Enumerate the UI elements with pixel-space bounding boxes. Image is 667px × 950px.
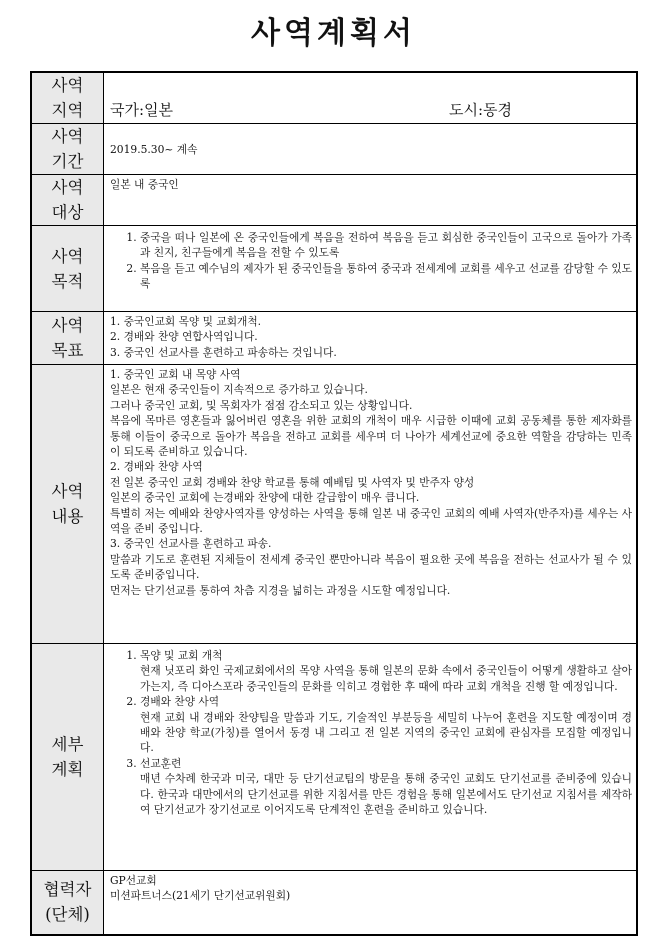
label-purpose <box>31 226 104 312</box>
label-goal <box>31 312 104 365</box>
country-value: 국가:일본 <box>110 101 174 119</box>
plan-table <box>30 71 638 936</box>
goal-item: 3. 중국인 선교사를 훈련하고 파송하는 것입니다. <box>110 345 337 359</box>
label-line: 사역 <box>51 178 84 197</box>
target-value <box>104 175 638 226</box>
row-content <box>31 365 637 644</box>
row-target <box>31 175 637 226</box>
document-title: 사역계획서 <box>251 16 416 51</box>
goal-item: 2. 경배와 찬양 연합사역입니다. <box>110 330 258 344</box>
purpose-item: 2. 복음을 듣고 예수님의 제자가 된 중국인들을 통하여 중국과 전세계에 교회를 세우고 선교를 감당할 수 있도록 <box>140 261 632 292</box>
detail-heading: 2. 경배와 찬양 사역 <box>140 695 220 709</box>
content-paragraph: 복음에 목마른 영혼들과 잃어버린 영혼을 위한 교회의 개척이 매우 시급한 이때에 교회 공동체를 통한 제자화를 통해 이들이 중국으로 돌아가 복음을 전하고 교회를 세우며 더 나아가 세계선교에 중요한 역할을 감당하는 민족이 되도록 준비하고 있습니다. <box>110 414 632 459</box>
goal-item: 1. 중국인교회 목양 및 교회개척. <box>110 315 262 328</box>
content-paragraph: 일본의 중국인 교회에 는경배와 찬양에 대한 갈급함이 매우 큽니다. <box>110 491 420 505</box>
detail-heading: 1. 목양 및 교회 개척 <box>140 649 223 662</box>
content-value <box>104 365 638 644</box>
label-target <box>31 175 104 226</box>
detail-item <box>140 648 632 694</box>
detail-text: 매년 수차례 한국과 미국, 대만 등 단기선교팀의 방문을 통해 중국인 교회도 단기선교를 준비중에 있습니다. 한국과 대만에서의 단기선교를 위한 지침서를 만든 경험을 통해 일본에서도 단기선교 지침서를 제작하여 단기선교가 장기선교로 이어지도록 단계적인 훈련을 준비하고 있습니다. <box>140 772 632 817</box>
label-region <box>31 72 104 124</box>
content-paragraph: 일본은 현재 중국인들이 지속적으로 증가하고 있습니다. <box>110 383 368 397</box>
detail-list <box>110 648 632 817</box>
row-partner <box>31 871 637 935</box>
row-region <box>31 72 637 124</box>
label-line: 사역 <box>51 482 84 501</box>
partner-item: GP선교회 <box>110 874 157 887</box>
label-line: (단체) <box>45 905 90 925</box>
detail-heading: 3. 선교훈련 <box>140 756 182 770</box>
label-line: 대상 <box>51 203 84 222</box>
label-line: 내용 <box>51 507 84 526</box>
region-value <box>104 72 638 124</box>
content-heading-2: 2. 경배와 찬양 사역 <box>110 460 203 474</box>
row-detail <box>31 644 637 871</box>
content-paragraph: 전 일본 중국인 교회 경배와 찬양 학교를 통해 예배팀 및 사역자 및 반주자 양성 <box>110 475 475 489</box>
detail-item <box>140 694 632 756</box>
content-paragraph: 말씀과 기도로 훈련된 지체들이 전세계 중국인 뿐만아니라 복음이 필요한 곳에 복음을 전하는 선교사가 될 수 있도록 준비중입니다. <box>110 552 632 582</box>
partner-value <box>104 871 638 935</box>
row-period <box>31 124 637 175</box>
label-line: 사역 <box>51 316 84 335</box>
row-purpose <box>31 226 637 312</box>
label-line: 기간 <box>51 152 84 171</box>
label-line: 사역 <box>51 246 84 266</box>
purpose-value <box>104 226 638 312</box>
goal-value <box>104 312 638 365</box>
content-paragraph: 먼저는 단기선교를 통하여 차츰 지경을 넓히는 과정을 시도할 예정입니다. <box>110 583 451 597</box>
label-detail <box>31 644 104 871</box>
detail-value <box>104 644 638 871</box>
city-value: 도시:동경 <box>448 101 512 119</box>
label-period <box>31 124 104 175</box>
label-line: 계획 <box>51 760 84 779</box>
label-line: 세부 <box>51 735 84 754</box>
period-value <box>104 124 638 175</box>
content-heading-1: 1. 중국인 교회 내 목양 사역 <box>110 368 241 381</box>
label-line: 사역 <box>51 76 84 95</box>
detail-text: 현재 닛포리 화인 국제교회에서의 목양 사역을 통해 일본의 문화 속에서 중국인들이 어떻게 생활하고 살아가는지, 즉 디아스포라 중국인들의 문화를 익히고 경험한 후 때에 따라 교회 개척을 진행 할 예정입니다. <box>140 664 632 693</box>
content-paragraph: 그러나 중국인 교회, 및 목회자가 점점 감소되고 있는 상황입니다. <box>110 398 413 412</box>
detail-item <box>140 756 632 818</box>
period-text: 2019.5.30~ 계속 <box>110 142 198 156</box>
label-line: 협력자 <box>43 880 92 900</box>
target-text: 일본 내 중국인 <box>110 178 179 191</box>
row-goal <box>31 312 637 365</box>
content-heading-3: 3. 중국인 선교사를 훈련하고 파송. <box>110 537 272 551</box>
label-line: 목적 <box>51 271 84 291</box>
purpose-item: 1. 중국을 떠나 일본에 온 중국인들에게 복음을 전하여 복음을 듣고 회심한 중국인들이 고국으로 돌아가 가족과 친지, 친구들에게 복음을 전할 수 있도록 <box>140 230 632 261</box>
purpose-list <box>110 230 632 292</box>
label-line: 사역 <box>51 127 84 146</box>
label-content <box>31 365 104 644</box>
partner-item: 미션파트너스(21세기 단기선교위원회) <box>110 889 291 903</box>
detail-text: 현재 교회 내 경배와 찬양팀을 말씀과 기도, 기술적인 부분등을 세밀히 나누어 훈련을 지도할 예정이며 경배와 찬양 학교(가칭)를 열어서 동경 내 그리고 전 일본 지역의 중국인 교회에 관심자를 모집할 예정입니다. <box>140 710 632 755</box>
label-partner <box>31 871 104 935</box>
content-paragraph: 특별히 저는 예배와 찬양사역자를 양성하는 사역을 통해 일본 내 중국인 교회의 예배 사역자(반주자)를 세우는 사역을 준비 중입니다. <box>110 506 632 536</box>
label-line: 지역 <box>51 101 84 120</box>
label-line: 목표 <box>51 341 84 360</box>
